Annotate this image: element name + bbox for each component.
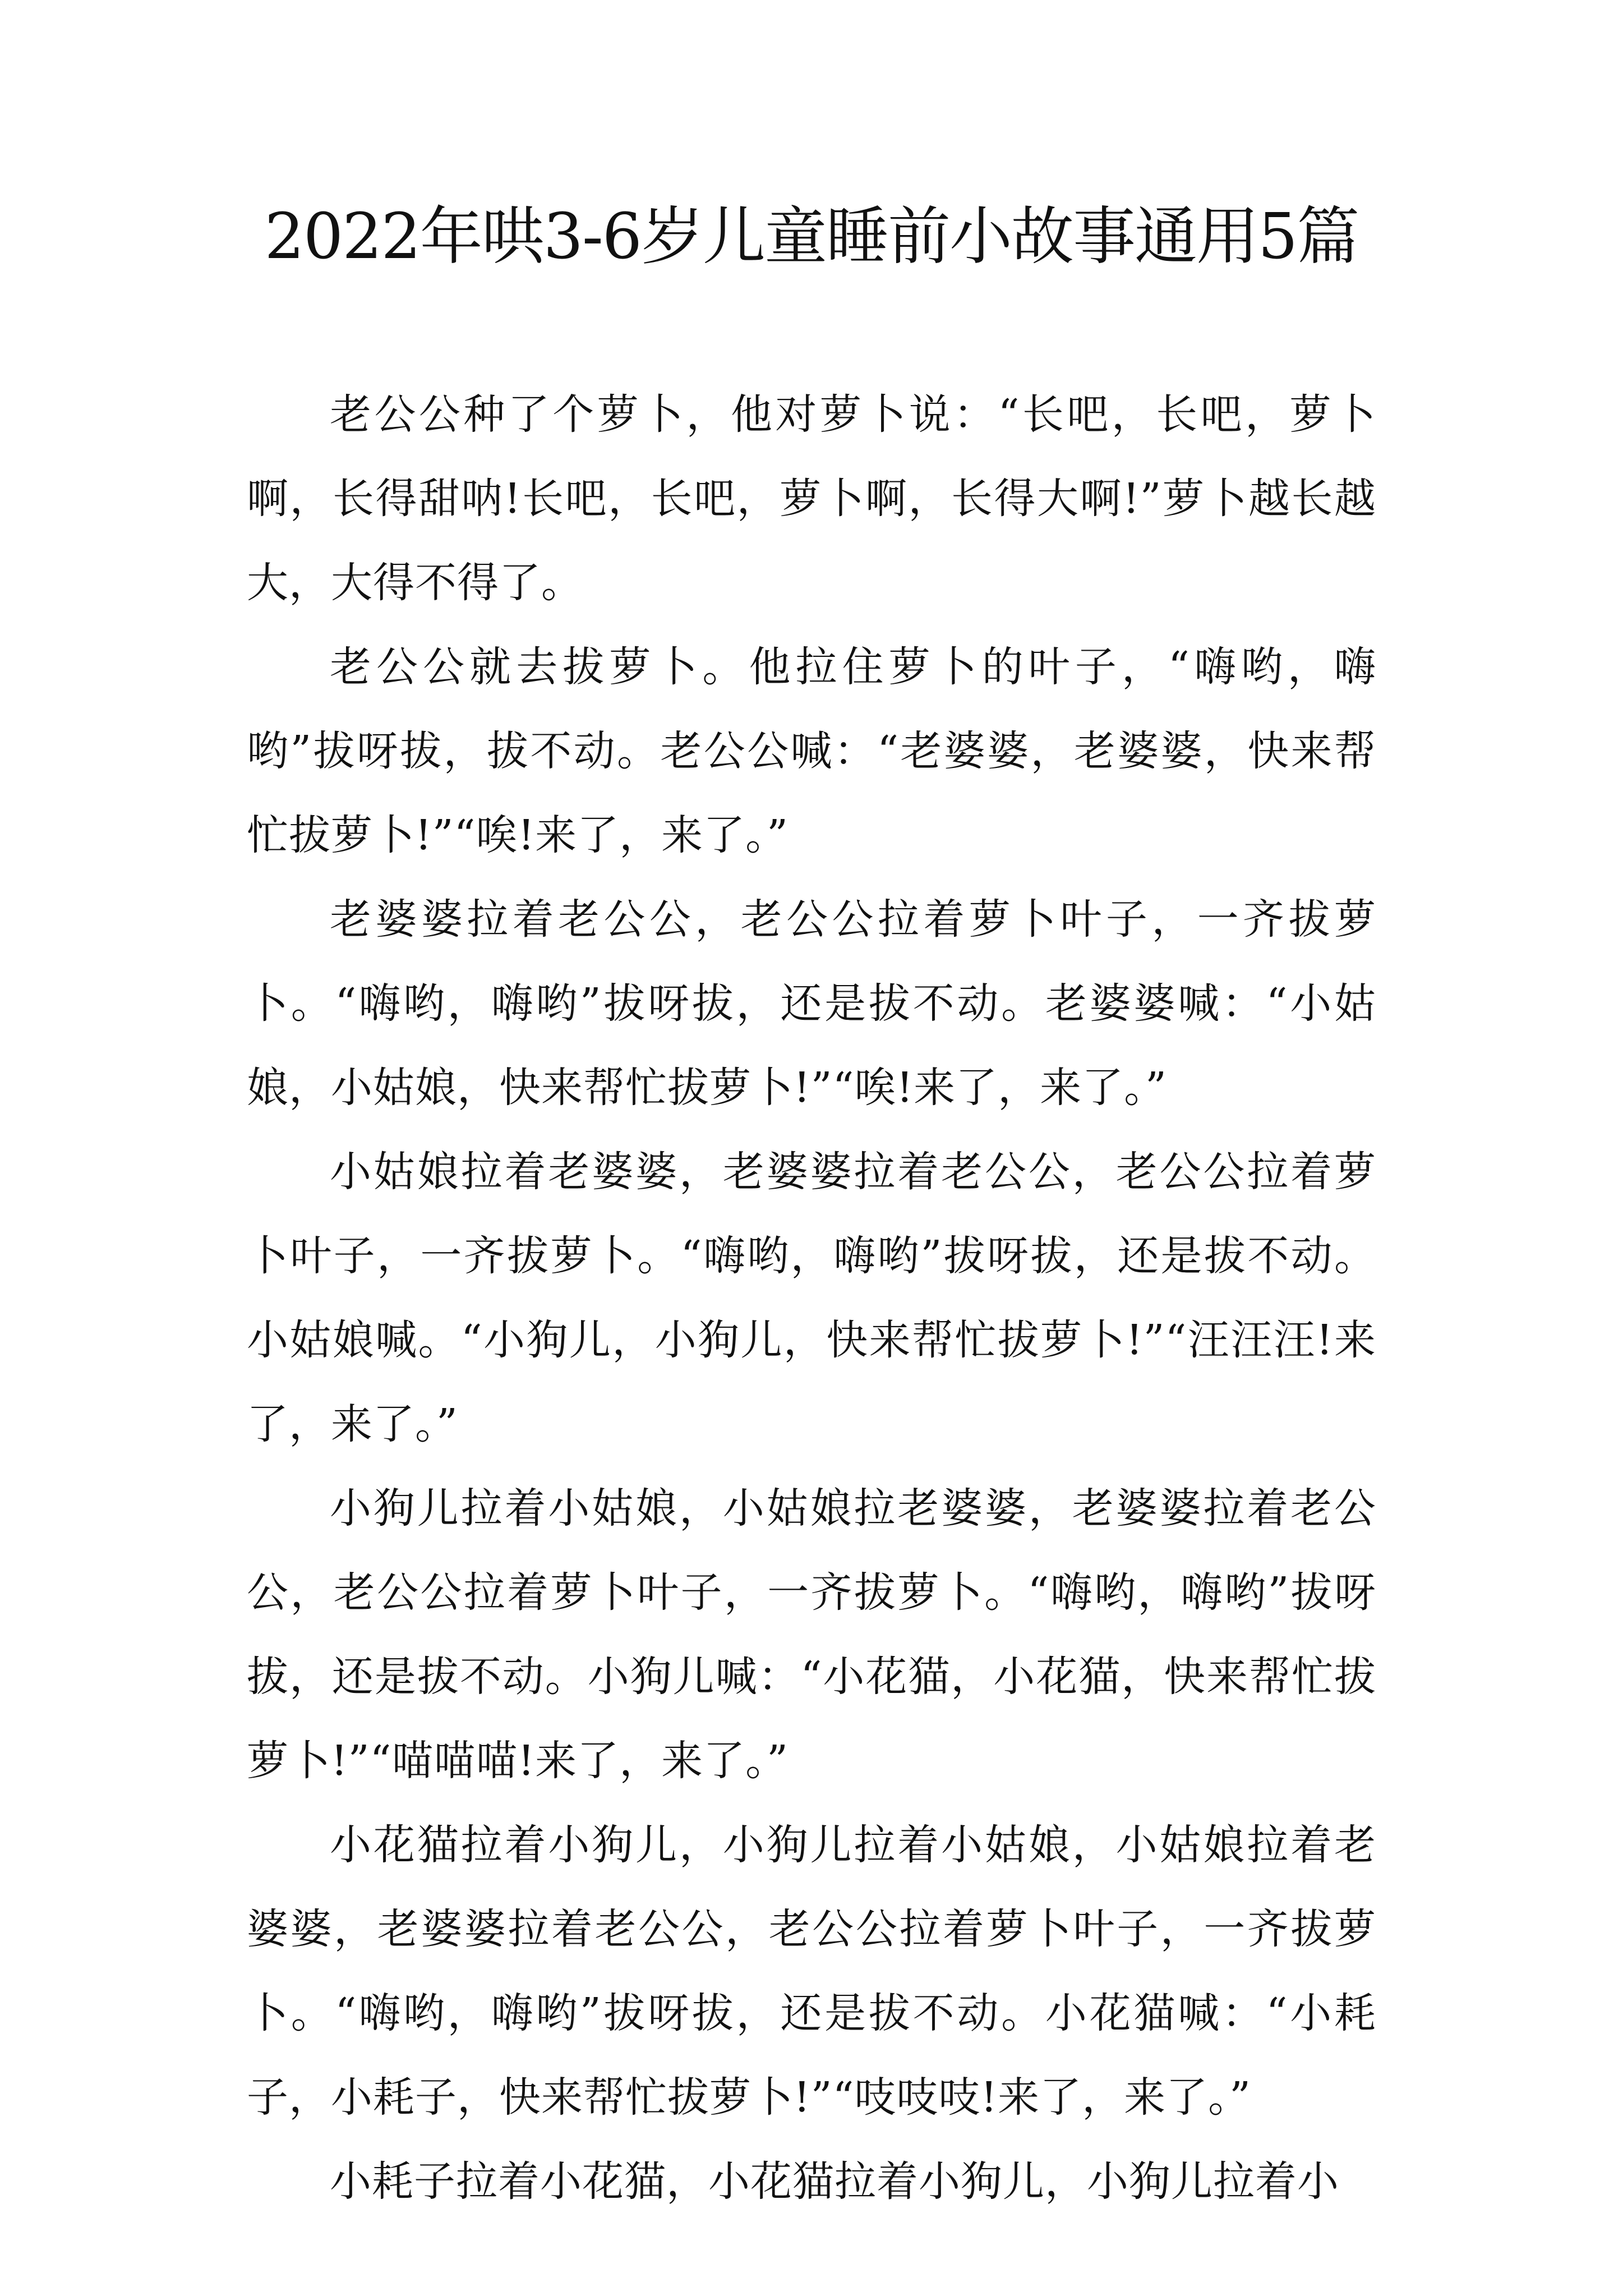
story-body (247, 372, 1376, 2224)
story-paragraph: 老公公就去拔萝卜。他拉住萝卜的叶子，“嗨哟，嗨哟”拔呀拔，拔不动。老公公喊：“老婆婆，老婆婆，快来帮忙拔萝卜!”“唉!来了，来了。” (247, 643, 1376, 859)
story-paragraph: 小耗子拉着小花猫，小花猫拉着小狗儿，小狗儿拉着小 (330, 2157, 1339, 2206)
story-paragraph: 小花猫拉着小狗儿，小狗儿拉着小姑娘，小姑娘拉着老婆婆，老婆婆拉着老公公，老公公拉着萝卜叶子，一齐拔萝卜。“嗨哟，嗨哟”拔呀拔，还是拔不动。小花猫喊：“小耗子，小耗子，快来帮忙拔萝卜!”“吱吱吱!来了，来了。” (247, 1821, 1376, 2122)
document-title: 2022年哄3-6岁儿童睡前小故事通用5篇 (264, 200, 1359, 273)
story-paragraph: 老公公种了个萝卜，他对萝卜说：“长吧，长吧，萝卜啊，长得甜呐!长吧，长吧，萝卜啊，长得大啊!”萝卜越长越大，大得不得了。 (247, 390, 1376, 607)
story-paragraph: 小姑娘拉着老婆婆，老婆婆拉着老公公，老公公拉着萝卜叶子，一齐拔萝卜。“嗨哟，嗨哟”拔呀拔，还是拔不动。小姑娘喊。“小狗儿，小狗儿，快来帮忙拔萝卜!”“汪汪汪!来了，来了。” (247, 1148, 1376, 1448)
story-paragraph: 老婆婆拉着老公公，老公公拉着萝卜叶子，一齐拔萝卜。“嗨哟，嗨哟”拔呀拔，还是拔不动。老婆婆喊：“小姑娘，小姑娘，快来帮忙拔萝卜!”“唉!来了，来了。” (247, 895, 1376, 1112)
story-paragraph: 小狗儿拉着小姑娘，小姑娘拉老婆婆，老婆婆拉着老公公，老公公拉着萝卜叶子，一齐拔萝卜。“嗨哟，嗨哟”拔呀拔，还是拔不动。小狗儿喊：“小花猫，小花猫，快来帮忙拔萝卜!”“喵喵喵!来了，来了。” (247, 1484, 1376, 1785)
